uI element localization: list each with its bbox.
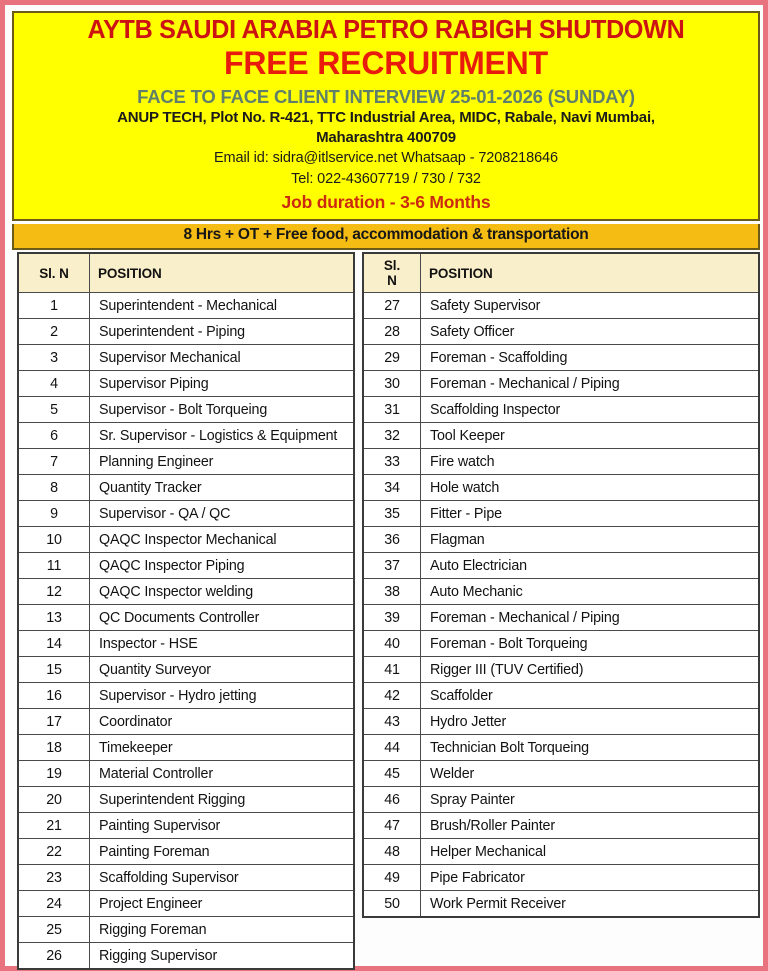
- row-position-name: Flagman: [421, 527, 760, 553]
- table-row: [18, 709, 354, 735]
- table-row: [363, 683, 759, 709]
- row-serial-number: 7: [18, 449, 90, 475]
- row-position-name: Safety Supervisor: [421, 293, 760, 319]
- table-row: [18, 813, 354, 839]
- positions-table-left-wrapper: [17, 252, 355, 970]
- row-position-name: Quantity Surveyor: [90, 657, 355, 683]
- row-position-name: Timekeeper: [90, 735, 355, 761]
- row-serial-number: 47: [363, 813, 421, 839]
- table-row: [363, 371, 759, 397]
- row-serial-number: 15: [18, 657, 90, 683]
- table-row: [363, 787, 759, 813]
- row-serial-number: 5: [18, 397, 90, 423]
- table-row: [363, 423, 759, 449]
- row-serial-number: 11: [18, 553, 90, 579]
- row-position-name: Fire watch: [421, 449, 760, 475]
- table-row: [363, 865, 759, 891]
- row-position-name: QAQC Inspector Mechanical: [90, 527, 355, 553]
- row-position-name: Fitter - Pipe: [421, 501, 760, 527]
- row-serial-number: 31: [363, 397, 421, 423]
- table-row: [18, 397, 354, 423]
- row-serial-number: 35: [363, 501, 421, 527]
- row-serial-number: 12: [18, 579, 90, 605]
- table-left-header-position: POSITION: [90, 253, 355, 293]
- row-position-name: Foreman - Bolt Torqueing: [421, 631, 760, 657]
- table-row: [18, 527, 354, 553]
- table-row: [18, 553, 354, 579]
- row-serial-number: 44: [363, 735, 421, 761]
- table-row: [363, 527, 759, 553]
- table-left-header-sl: Sl. N: [18, 253, 90, 293]
- positions-table-left: [17, 252, 355, 970]
- row-serial-number: 10: [18, 527, 90, 553]
- table-right-header-sl-line2: N: [387, 273, 397, 288]
- benefits-bar: 8 Hrs + OT + Free food, accommodation & transportation: [12, 224, 760, 250]
- row-position-name: QC Documents Controller: [90, 605, 355, 631]
- row-position-name: Hole watch: [421, 475, 760, 501]
- table-row: [18, 345, 354, 371]
- row-position-name: QAQC Inspector Piping: [90, 553, 355, 579]
- row-position-name: Superintendent - Mechanical: [90, 293, 355, 319]
- table-row: [18, 501, 354, 527]
- table-row: [363, 449, 759, 475]
- row-position-name: Rigger III (TUV Certified): [421, 657, 760, 683]
- table-row: [363, 397, 759, 423]
- row-serial-number: 28: [363, 319, 421, 345]
- row-serial-number: 24: [18, 891, 90, 917]
- table-row: [18, 475, 354, 501]
- table-right-header-sl: [363, 253, 421, 293]
- table-row: [18, 683, 354, 709]
- row-position-name: Foreman - Mechanical / Piping: [421, 371, 760, 397]
- venue-address-line-2: Maharashtra 400709: [316, 129, 456, 147]
- row-position-name: Auto Electrician: [421, 553, 760, 579]
- table-row: [18, 943, 354, 970]
- row-serial-number: 33: [363, 449, 421, 475]
- row-position-name: Supervisor - Bolt Torqueing: [90, 397, 355, 423]
- table-row: [363, 579, 759, 605]
- row-serial-number: 23: [18, 865, 90, 891]
- row-serial-number: 38: [363, 579, 421, 605]
- table-row: [18, 917, 354, 943]
- row-serial-number: 20: [18, 787, 90, 813]
- job-duration-line: Job duration - 3-6 Months: [281, 192, 491, 213]
- row-position-name: Planning Engineer: [90, 449, 355, 475]
- row-serial-number: 3: [18, 345, 90, 371]
- venue-address-line-1: ANUP TECH, Plot No. R-421, TTC Industrial Area, MIDC, Rabale, Navi Mumbai,: [117, 109, 655, 127]
- table-row: [363, 475, 759, 501]
- row-position-name: Rigging Supervisor: [90, 943, 355, 970]
- table-row: [18, 761, 354, 787]
- row-serial-number: 36: [363, 527, 421, 553]
- row-serial-number: 18: [18, 735, 90, 761]
- table-right-head: [363, 253, 759, 293]
- row-position-name: Spray Painter: [421, 787, 760, 813]
- row-serial-number: 22: [18, 839, 90, 865]
- row-position-name: Technician Bolt Torqueing: [421, 735, 760, 761]
- table-row: [18, 423, 354, 449]
- table-row: [363, 735, 759, 761]
- row-position-name: Foreman - Scaffolding: [421, 345, 760, 371]
- row-position-name: Scaffolder: [421, 683, 760, 709]
- row-serial-number: 1: [18, 293, 90, 319]
- row-position-name: Welder: [421, 761, 760, 787]
- row-serial-number: 27: [363, 293, 421, 319]
- row-serial-number: 25: [18, 917, 90, 943]
- table-row: [18, 579, 354, 605]
- row-position-name: Supervisor - QA / QC: [90, 501, 355, 527]
- table-left-header-row: [18, 253, 354, 293]
- row-serial-number: 19: [18, 761, 90, 787]
- poster-title-free-recruitment: FREE RECRUITMENT: [224, 44, 548, 81]
- table-row: [363, 501, 759, 527]
- row-position-name: Painting Supervisor: [90, 813, 355, 839]
- table-left-body: [18, 293, 354, 970]
- table-row: [18, 735, 354, 761]
- row-position-name: Scaffolding Inspector: [421, 397, 760, 423]
- row-position-name: Tool Keeper: [421, 423, 760, 449]
- row-serial-number: 29: [363, 345, 421, 371]
- row-position-name: Safety Officer: [421, 319, 760, 345]
- row-serial-number: 34: [363, 475, 421, 501]
- table-right-body: [363, 293, 759, 918]
- row-position-name: Auto Mechanic: [421, 579, 760, 605]
- table-row: [363, 813, 759, 839]
- row-position-name: Brush/Roller Painter: [421, 813, 760, 839]
- table-row: [18, 839, 354, 865]
- table-row: [363, 657, 759, 683]
- table-right-header-sl-line1: Sl.: [383, 257, 401, 273]
- row-serial-number: 16: [18, 683, 90, 709]
- table-row: [363, 605, 759, 631]
- row-position-name: Project Engineer: [90, 891, 355, 917]
- table-row: [363, 345, 759, 371]
- row-position-name: Quantity Tracker: [90, 475, 355, 501]
- row-serial-number: 26: [18, 943, 90, 970]
- row-serial-number: 43: [363, 709, 421, 735]
- row-position-name: Foreman - Mechanical / Piping: [421, 605, 760, 631]
- table-row: [363, 319, 759, 345]
- row-position-name: Helper Mechanical: [421, 839, 760, 865]
- table-row: [363, 293, 759, 319]
- table-row: [363, 631, 759, 657]
- row-position-name: Supervisor Piping: [90, 371, 355, 397]
- table-left-head: [18, 253, 354, 293]
- table-row: [18, 787, 354, 813]
- table-row: [363, 709, 759, 735]
- table-row: [18, 371, 354, 397]
- row-serial-number: 48: [363, 839, 421, 865]
- row-serial-number: 8: [18, 475, 90, 501]
- row-serial-number: 6: [18, 423, 90, 449]
- table-row: [18, 319, 354, 345]
- row-position-name: Inspector - HSE: [90, 631, 355, 657]
- row-position-name: Rigging Foreman: [90, 917, 355, 943]
- positions-table-right: [362, 252, 760, 918]
- positions-table-right-wrapper: [362, 252, 760, 918]
- table-row: [363, 553, 759, 579]
- row-position-name: Scaffolding Supervisor: [90, 865, 355, 891]
- email-whatsapp-line: Email id: sidra@itlservice.net Whatsaap - 7208218646: [213, 150, 558, 167]
- row-serial-number: 41: [363, 657, 421, 683]
- table-row: [363, 891, 759, 918]
- row-serial-number: 2: [18, 319, 90, 345]
- table-row: [363, 839, 759, 865]
- telephone-line: Tel: 022-43607719 / 730 / 732: [291, 170, 481, 187]
- table-row: [18, 865, 354, 891]
- row-serial-number: 50: [363, 891, 421, 918]
- row-position-name: Material Controller: [90, 761, 355, 787]
- row-position-name: Coordinator: [90, 709, 355, 735]
- row-serial-number: 37: [363, 553, 421, 579]
- row-position-name: Sr. Supervisor - Logistics & Equipment: [90, 423, 355, 449]
- table-row: [18, 657, 354, 683]
- row-position-name: Hydro Jetter: [421, 709, 760, 735]
- row-serial-number: 21: [18, 813, 90, 839]
- row-serial-number: 49: [363, 865, 421, 891]
- row-position-name: Superintendent Rigging: [90, 787, 355, 813]
- row-serial-number: 39: [363, 605, 421, 631]
- interview-date-line: FACE TO FACE CLIENT INTERVIEW 25-01-2026 (SUNDAY): [137, 86, 635, 108]
- row-position-name: QAQC Inspector welding: [90, 579, 355, 605]
- table-right-header-position: POSITION: [421, 253, 760, 293]
- table-row: [18, 631, 354, 657]
- table-row: [18, 449, 354, 475]
- row-serial-number: 30: [363, 371, 421, 397]
- row-position-name: Superintendent - Piping: [90, 319, 355, 345]
- table-row: [363, 761, 759, 787]
- table-row: [18, 293, 354, 319]
- table-right-header-row: [363, 253, 759, 293]
- row-serial-number: 4: [18, 371, 90, 397]
- row-serial-number: 40: [363, 631, 421, 657]
- row-serial-number: 9: [18, 501, 90, 527]
- row-position-name: Work Permit Receiver: [421, 891, 760, 918]
- row-serial-number: 32: [363, 423, 421, 449]
- row-serial-number: 46: [363, 787, 421, 813]
- row-position-name: Pipe Fabricator: [421, 865, 760, 891]
- row-serial-number: 17: [18, 709, 90, 735]
- row-serial-number: 13: [18, 605, 90, 631]
- row-serial-number: 14: [18, 631, 90, 657]
- row-position-name: Supervisor - Hydro jetting: [90, 683, 355, 709]
- poster-title-main: AYTB SAUDI ARABIA PETRO RABIGH SHUTDOWN: [87, 16, 685, 44]
- row-serial-number: 45: [363, 761, 421, 787]
- table-row: [18, 605, 354, 631]
- row-serial-number: 42: [363, 683, 421, 709]
- table-row: [18, 891, 354, 917]
- row-position-name: Supervisor Mechanical: [90, 345, 355, 371]
- row-position-name: Painting Foreman: [90, 839, 355, 865]
- poster-header: [12, 11, 760, 221]
